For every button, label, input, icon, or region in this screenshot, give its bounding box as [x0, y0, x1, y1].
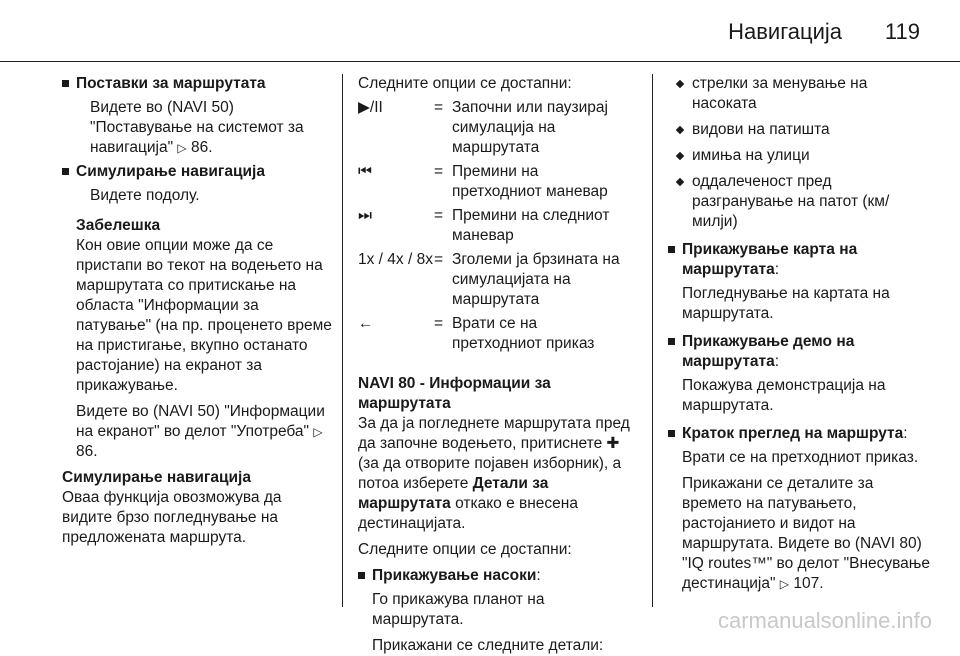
diamond-list-item: оддалеченост пред разгранување на патот (км/ милји)	[668, 172, 930, 232]
simulation-section	[62, 468, 334, 548]
bullet-body-2: Прикажани се деталите за времето на патувањето, растојанието и видот на маршрутата. Видете во (NAVI 80) "IQ routes™" во делот "Внесување дестинација" ▷ 107.	[682, 475, 931, 592]
bullet-body: Врати се на претходниот приказ.	[682, 449, 919, 466]
option-row-previous: ⏮ = Премини на претходниот маневар	[358, 162, 630, 202]
diamond-bullet-icon	[676, 80, 684, 88]
page-ref-arrow-icon: ▷	[779, 577, 790, 591]
page-header	[0, 0, 960, 62]
options-table	[358, 98, 630, 354]
option-row-back: ← = Врати се на претходниот приказ	[358, 314, 630, 354]
skip-forward-icon: ⏭	[358, 207, 372, 224]
section-body: За да ја погледнете маршрутата пред да започне водењето, притиснете ✚ (за да отворите појавен изборник), а потоа изберете Детали за маршрутата откако е внесена дестинацијата.	[358, 415, 630, 532]
square-bullet-icon	[668, 430, 675, 437]
option-description: Премини на следниот маневар	[452, 207, 610, 244]
square-bullet-icon	[358, 572, 365, 579]
play-pause-icon: ▶/II	[358, 99, 383, 116]
column-2	[358, 74, 630, 656]
option-description: Зголеми ја брзината на симулацијата на маршрутата	[452, 251, 620, 308]
bullet-title: Краток преглед на маршрута	[682, 425, 904, 442]
section-title: Симулирање навигација	[62, 469, 251, 486]
column-divider	[342, 74, 343, 607]
diamond-bullet-icon	[676, 152, 684, 160]
page-ref-link[interactable]: 86.	[76, 443, 98, 460]
column-divider	[652, 74, 653, 607]
bullet-body: Покажува демонстрација на маршрутата.	[682, 377, 886, 414]
bullet-body: Погледнување на картата на маршрутата.	[682, 285, 890, 322]
skip-back-icon: ⏮	[358, 163, 372, 180]
option-row-next: ⏭ = Премини на следниот маневар	[358, 206, 630, 246]
bullet-title: Прикажување насоки	[372, 567, 537, 584]
bullet-body: Видете во (NAVI 50) "Поставување на системот за навигација" ▷ 86.	[90, 99, 304, 156]
page-ref-arrow-icon: ▷	[313, 425, 323, 439]
options-intro: Следните опции се достапни:	[358, 75, 572, 92]
option-description: Врати се на претходниот приказ	[452, 315, 595, 352]
option-row-play-pause: ▶/II = Започни или паузирај симулација на маршрутата	[358, 98, 630, 158]
square-bullet-icon	[62, 80, 69, 87]
speed-label: 1x / 4x / 8x	[358, 251, 433, 268]
bullet-body-2: Прикажани се следните детали:	[372, 637, 604, 654]
bullet-simulate-navigation	[62, 162, 334, 206]
note-title: Забелешка	[76, 217, 161, 234]
plus-icon: ✚	[606, 435, 620, 452]
page-ref-link[interactable]: 107.	[793, 575, 824, 592]
column-3	[668, 74, 930, 594]
page-ref-arrow-icon: ▷	[177, 141, 187, 155]
note-block	[62, 216, 334, 462]
bullet-route-overview: Краток преглед на маршрута: Врати се на претходниот приказ. Прикажани се деталите за времето на патувањето, растојанието и видот на маршрутата. Видете во (NAVI 80) "IQ routes™" во делот "Внесување дестинација" ▷ 107.	[668, 424, 930, 594]
square-bullet-icon	[668, 338, 675, 345]
square-bullet-icon	[668, 246, 675, 253]
bullet-route-demo: Прикажување демо на маршрутата: Покажува демонстрација на маршрутата.	[668, 332, 930, 416]
page-title: Навигација	[728, 19, 842, 44]
page-number: 119	[884, 19, 920, 44]
options-intro-2: Следните опции се достапни:	[358, 541, 572, 558]
bullet-body: Го прикажува планот на маршрутата.	[372, 591, 545, 628]
bullet-title: Симулирање навигација	[76, 163, 265, 180]
diamond-list-item: имиња на улици	[668, 146, 930, 166]
bullet-title: Поставки за маршрутата	[76, 75, 266, 92]
bullet-show-directions: Прикажување насоки: Го прикажува планот на маршрутата. Прикажани се следните детали:	[358, 566, 630, 656]
bullet-route-map: Прикажување карта на маршрутата: Погледнување на картата на маршрутата.	[668, 240, 930, 324]
watermark: carmanualsonline.info	[717, 608, 932, 633]
back-arrow-icon: ←	[358, 315, 374, 332]
section-title: NAVI 80 - Информации за маршрутата	[358, 375, 551, 412]
option-row-speed: 1x / 4x / 8x = Зголеми ја брзината на симулацијата на маршрутата	[358, 250, 630, 310]
option-description: Премини на претходниот маневар	[452, 163, 608, 200]
bullet-body: Видете подолу.	[90, 187, 200, 204]
note-body-2: Видете во (NAVI 50) "Информации на екранот" во делот "Употреба" ▷ 86.	[76, 403, 325, 460]
page-ref-link[interactable]: 86.	[190, 139, 213, 156]
section-body: Оваа функција овозможува да видите брзо погледнувањe на предложената маршрута.	[62, 489, 282, 546]
note-body: Кон овие опции може да се пристапи во текот на водењето на маршрутата со притискање на областа "Информации за патување" (на пр. проценето време на пристигање, вкупно останато растојание) на екранот за прикажување.	[76, 237, 332, 394]
square-bullet-icon	[62, 168, 69, 175]
diamond-list-item: стрелки за менување на насоката	[668, 74, 930, 114]
bullet-title: Прикажување демо на маршрутата	[682, 333, 855, 370]
bullet-route-settings	[62, 74, 334, 158]
diamond-bullet-icon	[676, 126, 684, 134]
column-1	[62, 74, 334, 548]
diamond-bullet-icon	[676, 178, 684, 186]
bullet-title: Прикажување карта на маршрутата	[682, 241, 858, 278]
route-details-label: Детали за маршрутата	[358, 475, 549, 512]
option-description: Започни или паузирај симулација на маршрутата	[452, 99, 608, 156]
diamond-list-item: видови на патишта	[668, 120, 930, 140]
